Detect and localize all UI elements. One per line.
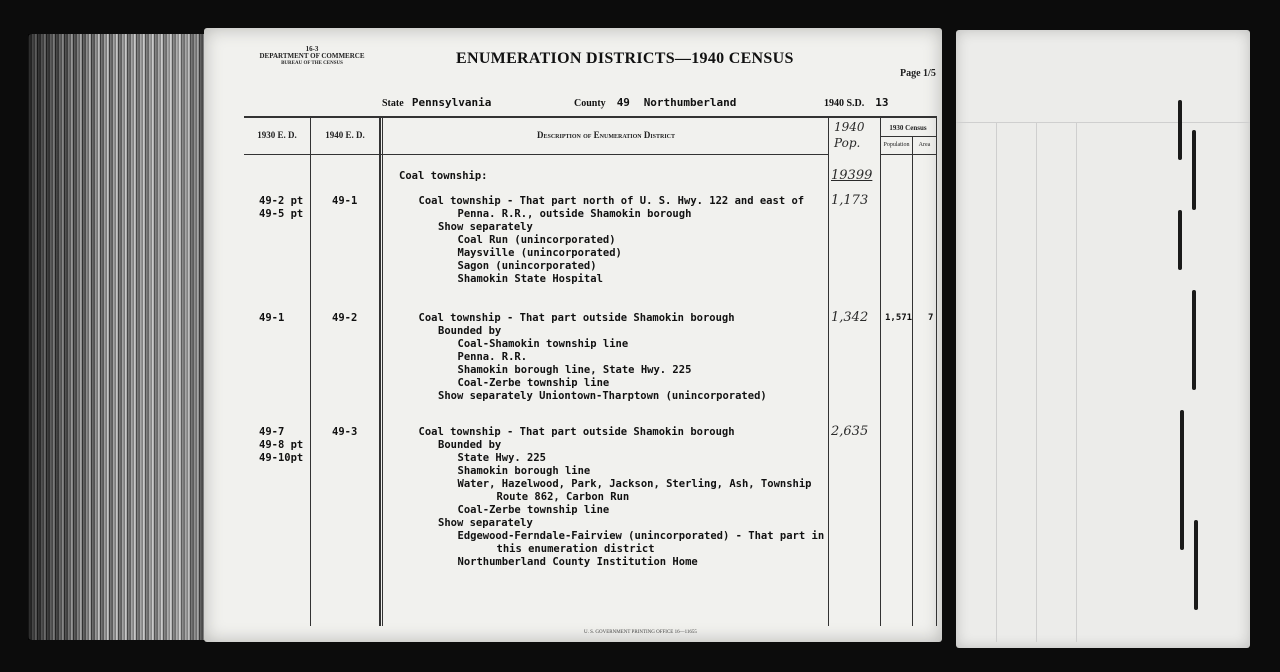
handwritten-1940-population: 19399 xyxy=(831,168,873,183)
census-header-bottom-rule xyxy=(880,154,936,155)
description-line: Show separately Uniontown-Tharptown (unincorporated) xyxy=(438,390,767,402)
description-line: Water, Hazelwood, Park, Jackson, Sterling, Ash, Township xyxy=(457,478,812,490)
description-line: Show separately xyxy=(438,517,533,529)
ghost-rule xyxy=(1076,122,1077,642)
ed-1930-value: 49-2 pt xyxy=(259,195,304,207)
ed-1940-value: 49-2 xyxy=(332,312,358,324)
scan-artifact xyxy=(1192,290,1196,390)
scan-artifact xyxy=(1178,210,1182,270)
form-number: 16-3 xyxy=(305,45,319,53)
header-bottom-rule-mid xyxy=(382,154,828,155)
handwritten-1940-population: 1,173 xyxy=(831,193,869,208)
facing-page xyxy=(956,30,1250,648)
col-header-area: Area xyxy=(918,142,931,148)
ed-1930-value: 49-10pt xyxy=(259,452,304,464)
col-divider-5 xyxy=(912,136,913,626)
description-line: Show separately xyxy=(438,221,533,233)
description-line: Sagon (unincorporated) xyxy=(457,260,597,272)
col-divider-2b xyxy=(382,116,383,626)
description-line: Bounded by xyxy=(438,325,502,337)
description-line: Maysville (unincorporated) xyxy=(457,247,622,259)
col-header-1940-ed: 1940 E. D. xyxy=(325,130,365,140)
ed-1930-value: 49-5 pt xyxy=(259,208,304,220)
census-subheader-rule xyxy=(880,136,936,137)
description-line: Penna. R.R., outside Shamokin borough xyxy=(457,208,692,220)
col-divider-6 xyxy=(936,116,937,626)
description-line: Shamokin State Hospital xyxy=(457,273,603,285)
page-number xyxy=(900,68,936,79)
description-line: Northumberland County Institution Home xyxy=(457,556,698,568)
state-label: State xyxy=(382,98,404,109)
col-divider-3 xyxy=(828,116,829,626)
county-field xyxy=(574,96,736,109)
county-label: County xyxy=(574,98,606,109)
description-line: Coal township - That part outside Shamokin borough xyxy=(418,312,735,324)
table-top-rule xyxy=(244,116,936,118)
department-name: DEPARTMENT OF COMMERCE xyxy=(259,52,365,60)
ghost-rule xyxy=(1036,122,1037,642)
description-line: Bounded by xyxy=(438,439,502,451)
scan-artifact xyxy=(1192,130,1196,210)
handwritten-1940-population: 2,635 xyxy=(831,424,869,439)
col-header-description: Description of Enumeration District xyxy=(537,130,675,140)
county-name: Northumberland xyxy=(643,96,737,109)
ed-1930-value: 49-8 pt xyxy=(259,439,304,451)
county-number: 49 xyxy=(616,96,630,109)
description-line: Coal-Zerbe township line xyxy=(457,504,610,516)
description-line: Shamokin borough line xyxy=(457,465,591,477)
description-line: Coal-Shamokin township line xyxy=(457,338,629,350)
col-header-1930-ed: 1930 E. D. xyxy=(257,130,297,140)
sd-field xyxy=(824,96,889,109)
sd-value: 13 xyxy=(875,96,889,109)
census-1930-population: 1,571 xyxy=(885,313,913,323)
handwritten-pop: Pop. xyxy=(834,136,861,150)
state-value: Pennsylvania xyxy=(411,96,492,109)
bureau-name: BUREAU OF THE CENSUS xyxy=(281,61,343,66)
printing-office-footer: U. S. GOVERNMENT PRINTING OFFICE 16—11655 xyxy=(584,630,697,635)
ed-1930-value: 49-1 xyxy=(259,312,285,324)
description-line: Coal township - That part outside Shamokin borough xyxy=(418,426,735,438)
description-line: Coal Run (unincorporated) xyxy=(457,234,616,246)
description-line: Coal-Zerbe township line xyxy=(457,377,610,389)
sd-label: 1940 S.D. xyxy=(824,98,865,109)
description-line: this enumeration district xyxy=(496,543,655,555)
ed-1930-value: 49-7 xyxy=(259,426,285,438)
col-divider-2a xyxy=(379,116,381,626)
col-divider-1 xyxy=(310,116,311,626)
ed-1940-value: 49-1 xyxy=(332,195,358,207)
header-bottom-rule-left xyxy=(244,154,382,155)
scan-artifact xyxy=(1178,100,1182,160)
description-line: Penna. R.R. xyxy=(457,351,528,363)
page-label: Page xyxy=(900,68,921,79)
state-field xyxy=(382,96,491,109)
handwritten-1940-population: 1,342 xyxy=(831,310,869,325)
page-value: 1/5 xyxy=(923,68,936,79)
description-line: Coal township - That part north of U. S. Hwy. 122 and east of xyxy=(418,195,805,207)
col-header-population: Population xyxy=(883,142,910,148)
description-line: Edgewood-Ferndale-Fairview (unincorporated) - That part in xyxy=(457,530,825,542)
col-divider-4 xyxy=(880,116,881,626)
ghost-rule xyxy=(996,122,997,642)
census-page xyxy=(204,28,942,642)
description-line: State Hwy. 225 xyxy=(457,452,547,464)
ghost-rule xyxy=(956,122,1250,123)
scan-artifact xyxy=(1180,410,1184,550)
description-line: Route 862, Carbon Run xyxy=(496,491,630,503)
book-page-stack xyxy=(28,34,210,640)
scan-artifact xyxy=(1194,520,1198,610)
ed-1940-value: 49-3 xyxy=(332,426,358,438)
department-block xyxy=(242,46,382,67)
description-line: Coal township: xyxy=(399,170,488,182)
handwritten-1940: 1940 xyxy=(834,120,865,134)
census-1930-area: 7 xyxy=(928,313,934,323)
description-line: Shamokin borough line, State Hwy. 225 xyxy=(457,364,692,376)
col-header-1930-census: 1930 Census xyxy=(889,124,927,132)
page-title: ENUMERATION DISTRICTS—1940 CENSUS xyxy=(456,50,794,67)
